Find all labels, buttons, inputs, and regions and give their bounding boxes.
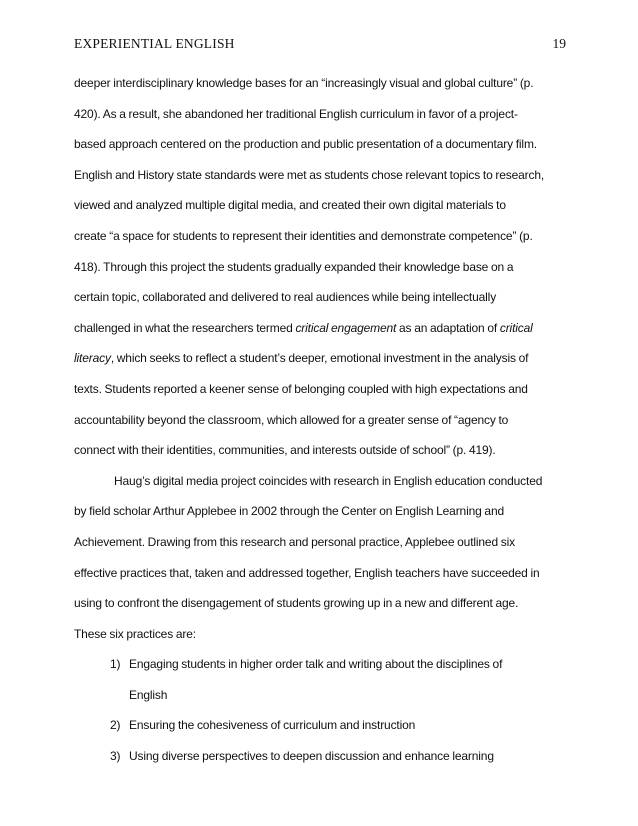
text-line: 418). Through this project the students gradually expanded their knowledge base on a xyxy=(74,259,514,274)
text-line: Haug’s digital media project coincides with research in English education conducted xyxy=(114,473,543,488)
list-item xyxy=(74,710,566,741)
practices-list xyxy=(74,649,566,771)
list-line-continued: English xyxy=(129,687,168,702)
text-line: viewed and analyzed multiple digital media, and created their own digital materials to xyxy=(74,198,506,213)
text-run: challenged in what the researchers termed xyxy=(74,320,296,335)
text-line: These six practices are: xyxy=(74,626,196,641)
italic-term: literacy xyxy=(74,351,111,366)
italic-term: critical xyxy=(499,320,533,335)
text-line: English and History state standards were met as students chose relevant topics to research, xyxy=(74,167,545,182)
text-line: by field scholar Arthur Applebee in 2002 through the Center on English Learning and xyxy=(74,504,504,519)
text-line: texts. Students reported a keener sense of belonging coupled with high expectations and xyxy=(74,381,528,396)
list-item xyxy=(74,649,566,710)
text-line: based approach centered on the production and public presentation of a documentary film. xyxy=(74,137,537,152)
text-line: 420). As a result, she abandoned her traditional English curriculum in favor of a project- xyxy=(74,106,518,121)
list-line xyxy=(74,741,566,772)
text-line: accountability beyond the classroom, which allowed for a greater sense of “agency to xyxy=(74,412,509,427)
list-text: Engaging students in higher order talk and writing about the disciplines of xyxy=(129,657,503,672)
text-line: using to confront the disengagement of students growing up in a new and different age. xyxy=(74,596,519,611)
paragraph-1 xyxy=(74,68,566,466)
text-run: , which seeks to reflect a student’s deeper, emotional investment in the analysis of xyxy=(110,351,529,366)
list-text: Using diverse perspectives to deepen discussion and enhance learning xyxy=(129,749,494,764)
list-number: 3) xyxy=(110,749,121,764)
list-number: 1) xyxy=(110,657,121,672)
list-line xyxy=(74,649,566,680)
running-head: EXPERIENTIAL ENGLISH xyxy=(74,36,235,51)
text-run: as an adaptation of xyxy=(396,320,500,335)
page-header xyxy=(74,36,566,54)
text-line: deeper interdisciplinary knowledge bases for an “increasingly visual and global culture” (p. xyxy=(74,76,534,90)
italic-term: critical engagement xyxy=(295,320,397,335)
body-text xyxy=(74,68,566,772)
paragraph-2 xyxy=(74,466,566,650)
list-item xyxy=(74,741,566,772)
text-line: effective practices that, taken and addressed together, English teachers have succeeded in xyxy=(74,565,540,580)
text-line: create “a space for students to represent their identities and demonstrate competence” (p. xyxy=(74,228,533,243)
text-line xyxy=(74,343,566,374)
text-line: certain topic, collaborated and delivered to real audiences while being intellectually xyxy=(74,290,497,305)
list-text: Ensuring the cohesiveness of curriculum and instruction xyxy=(129,718,416,733)
text-line: connect with their identities, communities, and interests outside of school” (p. 419). xyxy=(74,443,496,458)
list-line xyxy=(74,710,566,741)
text-line: Achievement. Drawing from this research and personal practice, Applebee outlined six xyxy=(74,534,515,549)
page-number: 19 xyxy=(552,36,566,51)
list-number: 2) xyxy=(110,718,121,733)
text-line xyxy=(74,313,566,344)
